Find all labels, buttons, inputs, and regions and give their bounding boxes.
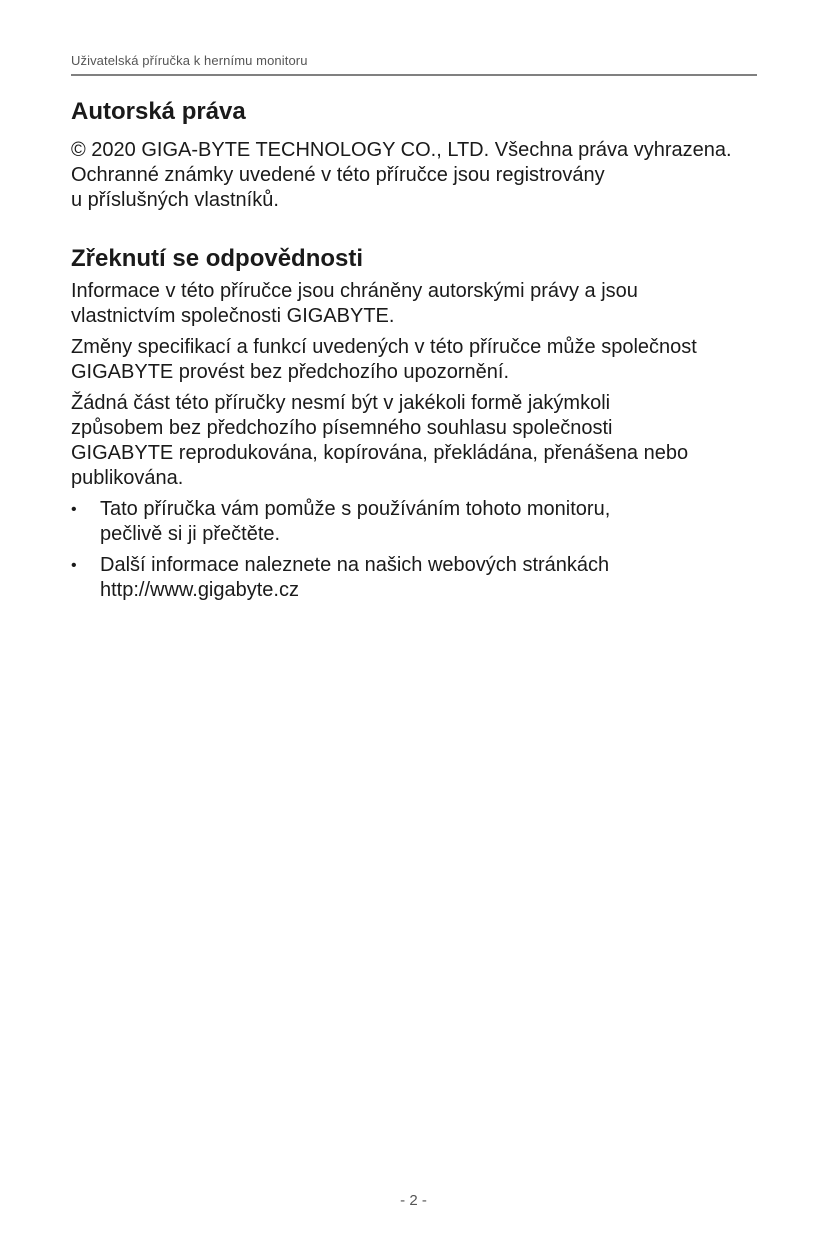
list-item: [71, 553, 757, 603]
page-content: [71, 96, 757, 609]
header-divider: [71, 74, 757, 76]
copyright-line: u příslušných vlastníků.: [71, 189, 279, 211]
copyright-line: Ochranné známky uvedené v této příručce jsou registrovány: [71, 164, 605, 186]
bullet-icon: •: [71, 501, 77, 518]
paragraph-line: GIGABYTE reprodukována, kopírována, překládána, přenášena nebo: [71, 442, 689, 464]
paragraph-line: způsobem bez předchozího písemného souhlasu společnosti: [71, 417, 613, 439]
paragraph-line: vlastnictvím společnosti GIGABYTE.: [71, 305, 395, 327]
copyright-paragraph: [71, 138, 757, 213]
bullet-icon: •: [71, 557, 77, 574]
website-link[interactable]: http://www.gigabyte.cz: [100, 579, 299, 601]
disclaimer-paragraph: [71, 335, 757, 385]
disclaimer-paragraph: [71, 391, 757, 491]
paragraph-line: GIGABYTE provést bez předchozího upozornění.: [71, 361, 510, 383]
list-item-line: Tato příručka vám pomůže s používáním tohoto monitoru,: [100, 498, 611, 520]
list-item: [71, 497, 757, 547]
paragraph-line: publikována.: [71, 467, 184, 489]
copyright-heading: Autorská práva: [71, 98, 246, 125]
list-item-line: pečlivě si ji přečtěte.: [100, 523, 281, 545]
paragraph-line: Změny specifikací a funkcí uvedených v této příručce může společnost: [71, 336, 697, 358]
copyright-line: © 2020 GIGA-BYTE TECHNOLOGY CO., LTD. Všechna práva vyhrazena.: [71, 139, 732, 161]
paragraph-line: Informace v této příručce jsou chráněny autorskými právy a jsou: [71, 280, 638, 302]
paragraph-line: Žádná část této příručky nesmí být v jakékoli formě jakýmkoli: [71, 392, 611, 414]
page-number: - 2 -: [400, 1192, 427, 1209]
disclaimer-heading: Zřeknutí se odpovědnosti: [71, 245, 364, 272]
disclaimer-paragraph: [71, 279, 757, 329]
bullet-list: [71, 497, 757, 603]
list-item-line: Další informace naleznete na našich webových stránkách: [100, 554, 610, 576]
running-header: Uživatelská příručka k hernímu monitoru: [71, 53, 308, 68]
